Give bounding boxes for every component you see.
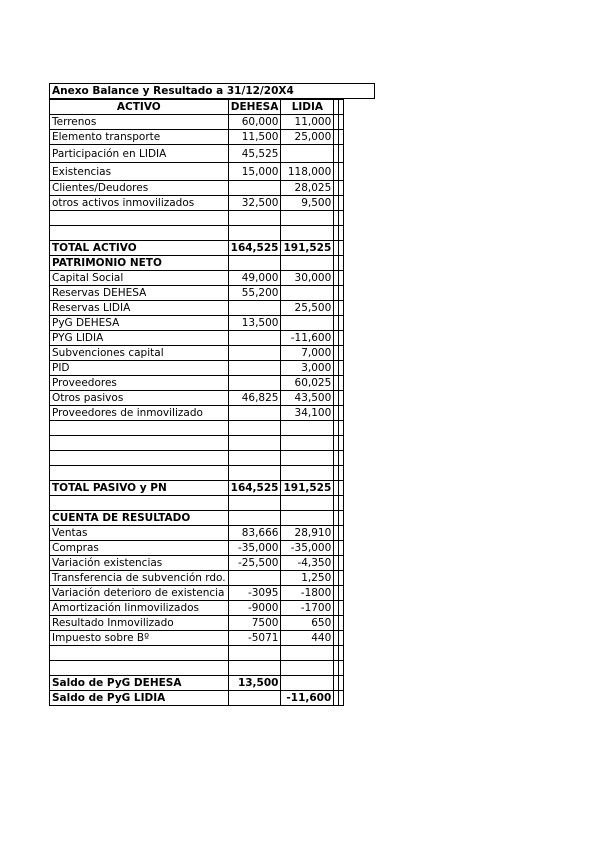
row-label-cell[interactable] [50, 421, 229, 436]
row-label-cell[interactable]: Variación deterioro de existencia [50, 586, 229, 601]
empty-cell[interactable] [339, 526, 344, 541]
empty-cell[interactable] [339, 481, 344, 496]
table-row [50, 406, 344, 421]
lidia-value-cell[interactable]: 43,500 [281, 391, 334, 406]
dehesa-value-cell[interactable]: 13,500 [228, 316, 281, 331]
lidia-value-cell[interactable] [281, 421, 334, 436]
row-label-cell[interactable]: Capital Social [50, 271, 229, 286]
empty-cell[interactable] [339, 631, 344, 646]
row-label-cell[interactable]: Terrenos [50, 115, 229, 130]
table-row [50, 316, 344, 331]
balance-table [49, 99, 344, 706]
dehesa-value-cell[interactable] [228, 466, 281, 481]
lidia-value-cell[interactable]: -1700 [281, 601, 334, 616]
row-label-cell[interactable]: Impuesto sobre Bº [50, 631, 229, 646]
row-label-cell[interactable]: Reservas LIDIA [50, 301, 229, 316]
dehesa-value-cell[interactable]: -35,000 [228, 541, 281, 556]
row-label-cell[interactable] [50, 466, 229, 481]
lidia-value-cell[interactable]: 11,000 [281, 115, 334, 130]
row-label-cell[interactable]: Proveedores [50, 376, 229, 391]
lidia-value-cell[interactable] [281, 316, 334, 331]
row-label-cell[interactable]: Participación en LIDIA [50, 145, 229, 163]
lidia-value-cell[interactable] [281, 256, 334, 271]
table-row [50, 691, 344, 706]
row-label-cell[interactable] [50, 226, 229, 241]
empty-cell[interactable] [339, 496, 344, 511]
row-label-cell[interactable]: TOTAL ACTIVO [50, 241, 229, 256]
dehesa-value-cell[interactable]: 164,525 [228, 241, 281, 256]
row-label-cell[interactable]: PATRIMONIO NETO [50, 256, 229, 271]
table-row [50, 196, 344, 211]
row-label-cell[interactable]: Saldo de PyG LIDIA [50, 691, 229, 706]
lidia-value-cell[interactable]: 1,250 [281, 571, 334, 586]
header-dehesa[interactable]: DEHESA [228, 100, 281, 115]
lidia-value-cell[interactable]: 28,025 [281, 181, 334, 196]
empty-cell[interactable] [339, 226, 344, 241]
dehesa-value-cell[interactable]: 60,000 [228, 115, 281, 130]
dehesa-value-cell[interactable]: -25,500 [228, 556, 281, 571]
empty-cell[interactable] [339, 181, 344, 196]
table-row [50, 601, 344, 616]
row-label-cell[interactable] [50, 646, 229, 661]
lidia-value-cell[interactable]: 650 [281, 616, 334, 631]
row-label-cell[interactable]: PYG LIDIA [50, 331, 229, 346]
dehesa-value-cell[interactable]: -5071 [228, 631, 281, 646]
dehesa-value-cell[interactable] [228, 256, 281, 271]
lidia-value-cell[interactable]: 118,000 [281, 163, 334, 181]
empty-cell[interactable] [339, 241, 344, 256]
table-row [50, 181, 344, 196]
header-activo[interactable]: ACTIVO [50, 100, 229, 115]
dehesa-value-cell[interactable] [228, 646, 281, 661]
empty-cell[interactable] [339, 301, 344, 316]
empty-cell[interactable] [339, 556, 344, 571]
table-row [50, 211, 344, 226]
lidia-value-cell[interactable]: 25,000 [281, 130, 334, 145]
lidia-value-cell[interactable]: 3,000 [281, 361, 334, 376]
table-row [50, 631, 344, 646]
empty-cell[interactable] [339, 601, 344, 616]
table-row [50, 163, 344, 181]
table-row [50, 511, 344, 526]
dehesa-value-cell[interactable]: 49,000 [228, 271, 281, 286]
table-row [50, 541, 344, 556]
lidia-value-cell[interactable]: -4,350 [281, 556, 334, 571]
empty-cell[interactable] [339, 376, 344, 391]
empty-cell[interactable] [339, 616, 344, 631]
table-row [50, 226, 344, 241]
row-label-cell[interactable]: Elemento transporte [50, 130, 229, 145]
table-row [50, 145, 344, 163]
lidia-value-cell[interactable] [281, 451, 334, 466]
dehesa-value-cell[interactable] [228, 181, 281, 196]
table-row [50, 451, 344, 466]
row-label-cell[interactable]: Amortización Iinmovilizados [50, 601, 229, 616]
empty-cell[interactable] [339, 163, 344, 181]
row-label-cell[interactable]: PyG DEHESA [50, 316, 229, 331]
empty-cell[interactable] [339, 676, 344, 691]
dehesa-value-cell[interactable]: -9000 [228, 601, 281, 616]
table-row [50, 646, 344, 661]
table-row [50, 571, 344, 586]
lidia-value-cell[interactable] [281, 496, 334, 511]
dehesa-value-cell[interactable] [228, 496, 281, 511]
empty-cell[interactable] [339, 436, 344, 451]
table-row [50, 376, 344, 391]
empty-cell[interactable] [339, 691, 344, 706]
lidia-value-cell[interactable]: 30,000 [281, 271, 334, 286]
empty-cell[interactable] [339, 451, 344, 466]
lidia-value-cell[interactable] [281, 286, 334, 301]
empty-cell[interactable] [339, 145, 344, 163]
dehesa-value-cell[interactable] [228, 346, 281, 361]
table-row [50, 346, 344, 361]
dehesa-value-cell[interactable] [228, 571, 281, 586]
row-label-cell[interactable]: Saldo de PyG DEHESA [50, 676, 229, 691]
empty-cell[interactable] [339, 211, 344, 226]
lidia-value-cell[interactable]: 60,025 [281, 376, 334, 391]
table-row [50, 496, 344, 511]
lidia-value-cell[interactable] [281, 511, 334, 526]
lidia-value-cell[interactable]: 28,910 [281, 526, 334, 541]
dehesa-value-cell[interactable] [228, 226, 281, 241]
header-lidia[interactable]: LIDIA [281, 100, 334, 115]
row-label-cell[interactable] [50, 436, 229, 451]
empty-cell[interactable] [339, 316, 344, 331]
empty-cell[interactable] [339, 421, 344, 436]
row-label-cell[interactable] [50, 661, 229, 676]
dehesa-value-cell[interactable] [228, 406, 281, 421]
lidia-value-cell[interactable]: 9,500 [281, 196, 334, 211]
header-row [50, 100, 344, 115]
empty-header-cell[interactable] [339, 100, 344, 115]
dehesa-value-cell[interactable]: 13,500 [228, 676, 281, 691]
empty-cell[interactable] [339, 271, 344, 286]
table-row [50, 616, 344, 631]
empty-cell[interactable] [339, 466, 344, 481]
row-label-cell[interactable] [50, 211, 229, 226]
dehesa-value-cell[interactable] [228, 361, 281, 376]
table-row [50, 556, 344, 571]
row-label-cell[interactable]: Variación existencias [50, 556, 229, 571]
table-row [50, 301, 344, 316]
empty-cell[interactable] [339, 511, 344, 526]
empty-cell[interactable] [339, 541, 344, 556]
dehesa-value-cell[interactable]: 164,525 [228, 481, 281, 496]
dehesa-value-cell[interactable]: 7500 [228, 616, 281, 631]
lidia-value-cell[interactable] [281, 646, 334, 661]
dehesa-value-cell[interactable] [228, 691, 281, 706]
empty-cell[interactable] [339, 256, 344, 271]
row-label-cell[interactable]: Otros pasivos [50, 391, 229, 406]
dehesa-value-cell[interactable] [228, 331, 281, 346]
table-row [50, 661, 344, 676]
lidia-value-cell[interactable] [281, 661, 334, 676]
row-label-cell[interactable]: TOTAL PASIVO y PN [50, 481, 229, 496]
lidia-value-cell[interactable]: 191,525 [281, 481, 334, 496]
dehesa-value-cell[interactable] [228, 661, 281, 676]
dehesa-value-cell[interactable] [228, 421, 281, 436]
table-row [50, 286, 344, 301]
empty-cell[interactable] [339, 586, 344, 601]
table-row [50, 391, 344, 406]
empty-cell[interactable] [339, 130, 344, 145]
row-label-cell[interactable]: Proveedores de inmovilizado [50, 406, 229, 421]
table-row [50, 526, 344, 541]
row-label-cell[interactable]: CUENTA DE RESULTADO [50, 511, 229, 526]
table-row [50, 466, 344, 481]
empty-cell[interactable] [339, 661, 344, 676]
empty-cell[interactable] [339, 361, 344, 376]
table-row [50, 586, 344, 601]
lidia-value-cell[interactable] [281, 466, 334, 481]
empty-cell[interactable] [339, 196, 344, 211]
empty-cell[interactable] [339, 331, 344, 346]
row-label-cell[interactable] [50, 496, 229, 511]
row-label-cell[interactable]: Reservas DEHESA [50, 286, 229, 301]
table-row [50, 331, 344, 346]
lidia-value-cell[interactable]: -35,000 [281, 541, 334, 556]
empty-cell[interactable] [339, 406, 344, 421]
table-row [50, 361, 344, 376]
dehesa-value-cell[interactable]: 32,500 [228, 196, 281, 211]
table-row [50, 271, 344, 286]
empty-cell[interactable] [339, 346, 344, 361]
row-label-cell[interactable]: PID [50, 361, 229, 376]
lidia-value-cell[interactable]: 34,100 [281, 406, 334, 421]
dehesa-value-cell[interactable]: 55,200 [228, 286, 281, 301]
table-row [50, 256, 344, 271]
empty-cell[interactable] [339, 391, 344, 406]
dehesa-value-cell[interactable] [228, 436, 281, 451]
lidia-value-cell[interactable] [281, 226, 334, 241]
dehesa-value-cell[interactable]: 83,666 [228, 526, 281, 541]
row-label-cell[interactable]: Transferencia de subvención rdo. [50, 571, 229, 586]
row-label-cell[interactable] [50, 451, 229, 466]
lidia-value-cell[interactable]: 440 [281, 631, 334, 646]
dehesa-value-cell[interactable] [228, 451, 281, 466]
empty-cell[interactable] [339, 286, 344, 301]
table-row [50, 481, 344, 496]
lidia-value-cell[interactable]: -11,600 [281, 331, 334, 346]
dehesa-value-cell[interactable]: -3095 [228, 586, 281, 601]
dehesa-value-cell[interactable]: 15,000 [228, 163, 281, 181]
table-row [50, 130, 344, 145]
dehesa-value-cell[interactable] [228, 211, 281, 226]
row-label-cell[interactable]: Compras [50, 541, 229, 556]
row-label-cell[interactable]: Clientes/Deudores [50, 181, 229, 196]
dehesa-value-cell[interactable] [228, 511, 281, 526]
row-label-cell[interactable]: otros activos inmovilizados [50, 196, 229, 211]
lidia-value-cell[interactable]: -1800 [281, 586, 334, 601]
table-row [50, 676, 344, 691]
row-label-cell[interactable]: Subvenciones capital [50, 346, 229, 361]
table-row [50, 115, 344, 130]
row-label-cell[interactable]: Resultado Inmovilizado [50, 616, 229, 631]
lidia-value-cell[interactable]: 7,000 [281, 346, 334, 361]
table-body [50, 115, 344, 706]
dehesa-value-cell[interactable]: 45,525 [228, 145, 281, 163]
table-row [50, 421, 344, 436]
lidia-value-cell[interactable]: -11,600 [281, 691, 334, 706]
row-label-cell[interactable]: Existencias [50, 163, 229, 181]
empty-cell[interactable] [339, 571, 344, 586]
dehesa-value-cell[interactable] [228, 301, 281, 316]
lidia-value-cell[interactable] [281, 676, 334, 691]
dehesa-value-cell[interactable]: 11,500 [228, 130, 281, 145]
row-label-cell[interactable]: Ventas [50, 526, 229, 541]
table-row [50, 436, 344, 451]
dehesa-value-cell[interactable]: 46,825 [228, 391, 281, 406]
empty-cell[interactable] [339, 646, 344, 661]
lidia-value-cell[interactable]: 191,525 [281, 241, 334, 256]
sheet-title: Anexo Balance y Resultado a 31/12/20X4 [49, 83, 375, 99]
dehesa-value-cell[interactable] [228, 376, 281, 391]
lidia-value-cell[interactable] [281, 145, 334, 163]
lidia-value-cell[interactable] [281, 436, 334, 451]
lidia-value-cell[interactable] [281, 211, 334, 226]
table-row [50, 241, 344, 256]
lidia-value-cell[interactable]: 25,500 [281, 301, 334, 316]
empty-cell[interactable] [339, 115, 344, 130]
